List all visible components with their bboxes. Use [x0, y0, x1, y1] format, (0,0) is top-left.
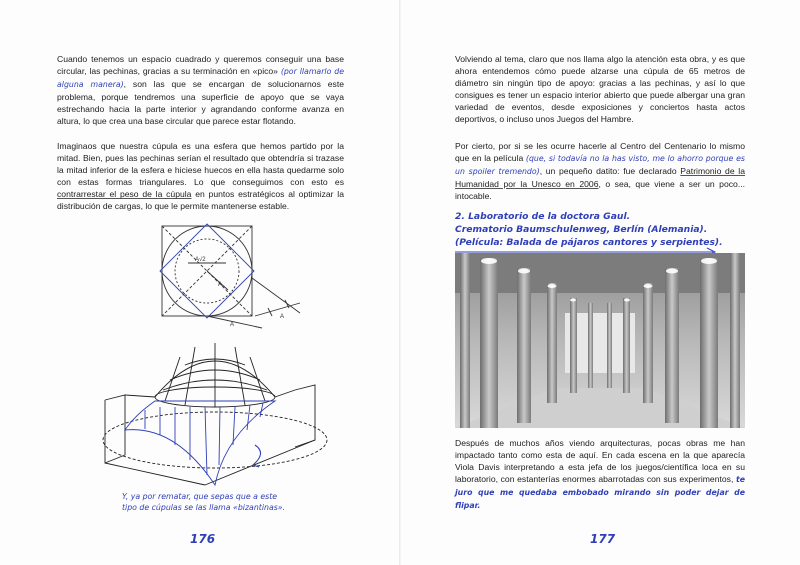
- diagram-label-a-bottom: A: [230, 322, 235, 328]
- right-p2-text: Por cierto, por si se les ocurre hacerle al Centro del Centenario lo mismo que en la película: [455, 141, 745, 164]
- left-p2-text-end: en puntos estratégicos al optimizar la distribución de cargas, lo que le permite mantenerse estable.: [57, 189, 344, 212]
- right-p3-text: Después de muchos años viendo arquitecturas, pocas obras me han impactado tanto como esta de aquí. En cada escena en la que aparecía Viola Davis interpretando a esta jefa de los juegos/científica loca en su laboratorio, con estanterías enormes abarrotadas con sus experimentos,: [455, 438, 745, 485]
- page-number-left: 176: [190, 532, 216, 546]
- heading-line-1: 2. Laboratorio de la doctora Gaul.: [455, 211, 631, 222]
- crematorium-photo: [455, 253, 745, 428]
- left-p1-text-end: , son las que se encargan de solucionarnos este problema, porque tendremos una superficie de apoyo que se vaya estrechando hacia la parte interior y agrandando conforme avanza en altura, lo que crea una base circular que parece estar flotando.: [57, 79, 344, 127]
- heading-line-3: (Película: Balada de pájaros cantores y serpientes).: [455, 237, 723, 248]
- page-number-right: 177: [590, 532, 616, 546]
- diagram-label-a: A: [218, 282, 223, 288]
- pendentive-plan-diagram: [150, 218, 310, 333]
- left-p2-underlined: contrarrestar el peso de la cúpula: [57, 189, 192, 200]
- left-paragraph-2: [57, 140, 344, 213]
- right-paragraph-3: [455, 437, 745, 513]
- right-p2-text-end: , o sea, que viene a ser un poco... intocable.: [455, 179, 745, 202]
- right-p3-handwritten-note: te juro que me quedaba embobado mirando sin poder dejar de flipar.: [455, 475, 745, 511]
- heading-line-2: Crematorio Baumschulenweg, Berlín (Alemania).: [455, 224, 708, 235]
- dome-caption: [122, 491, 322, 513]
- right-p2-underlined: Patrimonio de la Humanidad por la Unesco en 2006: [455, 166, 745, 190]
- byzantine-dome-drawing: [95, 335, 335, 495]
- caption-line-2: tipo de cúpulas se las llama «bizantinas».: [122, 503, 286, 512]
- left-p1-text: Cuando tenemos un espacio cuadrado y queremos conseguir una base circular, las pechinas, gracias a su terminación en «pico»: [57, 54, 344, 77]
- diagram-label-a-root2: A√2: [195, 257, 206, 263]
- left-p2-text: Imaginaos que nuestra cúpula es una esfera que hemos partido por la mitad. Bien, pues las pechinas serían el resultado que obtendría si trazase la mitad inferior de la esfera e hiciese huecos en ella hasta quedarme solo con estas formas triangulares. Lo que conseguimos con esto es: [57, 141, 344, 188]
- diagram-label-a-side: A: [280, 314, 285, 320]
- right-paragraph-1: Volviendo al tema, claro que nos llama algo la atención esta obra, y es que ahora entendemos cómo puede alzarse una cúpula de 65 metros de diámetro sin ningún tipo de apoyo: gracias a las pechinas, y así lo que consigues es tener un espacio interior abierto que puede albergar una gran variedad de eventos, desde exposiciones y conciertos hasta actos deportivos, o incluso unos Juegos del Hambre.: [455, 54, 745, 125]
- left-paragraph-1: [57, 53, 344, 128]
- right-p2-handwritten-note: (que, si todavía no la has visto, me lo ahorro porque es un spoiler tremendo): [455, 154, 745, 177]
- caption-line-1: Y, ya por rematar, que sepas que a este: [122, 492, 278, 501]
- left-p1-handwritten-note: (por llamarlo de alguna manera): [57, 67, 345, 90]
- right-p2-text-middle: , un pequeño datito: fue declarado: [539, 166, 681, 177]
- section-heading: [455, 210, 755, 249]
- right-paragraph-2: [455, 140, 745, 202]
